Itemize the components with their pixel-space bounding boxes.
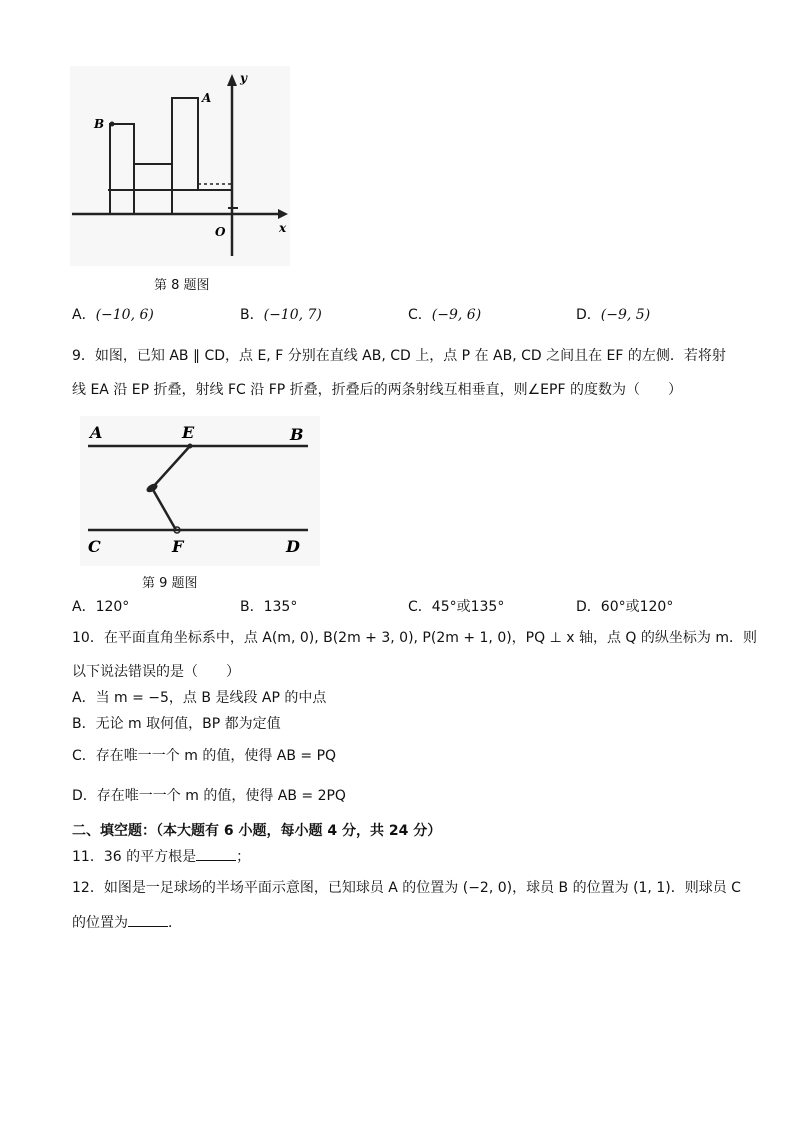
q12-text: 的位置为: [72, 915, 128, 931]
option-value: (−10, 6): [95, 307, 154, 323]
q11-text-end: ；: [236, 849, 251, 865]
option-value: 45°或135°: [431, 599, 505, 615]
q8-option-a[interactable]: [72, 304, 154, 324]
option-value: 120°: [95, 599, 130, 615]
option-label: C．: [408, 599, 432, 615]
point-b: [110, 122, 115, 127]
section-fill-in-title: 二、填空题：（本大题有 6 小题，每小题 4 分，共 24 分）: [72, 823, 442, 839]
q10-text-line1: 10．在平面直角坐标系中，点 A(m, 0), B(2m + 3, 0), P(2m + 1, 0)，PQ ⊥ x 轴，点 Q 的纵坐标为 m．则: [72, 630, 757, 646]
label-e: E: [182, 423, 195, 442]
label-a: A: [90, 423, 103, 442]
option-label: A．: [72, 599, 96, 615]
option-value: (−10, 7): [263, 307, 322, 323]
label-b: B: [94, 117, 105, 131]
q11-text: 11．36 的平方根是: [72, 849, 197, 865]
q9-text-line1: 9．如图，已知 AB ∥ CD，点 E, F 分别在直线 AB, CD 上，点 P 在 AB, CD 之间且在 EF 的左侧．若将射: [72, 348, 726, 364]
q9-text-line2: 线 EA 沿 EP 折叠，射线 FC 沿 FP 折叠，折叠后的两条射线互相垂直，则∠EPF 的度数为（ ）: [72, 382, 682, 398]
figure-q8-caption: 第 8 题图: [154, 278, 210, 293]
q9-option-a[interactable]: [72, 596, 129, 616]
q12-text-end: ．: [168, 915, 182, 931]
label-c: C: [88, 537, 101, 556]
figure-q9: [80, 416, 320, 566]
option-value: 60°或120°: [600, 599, 674, 615]
option-value: 135°: [263, 599, 298, 615]
label-b: B: [290, 425, 304, 444]
q8-option-b[interactable]: [240, 304, 322, 324]
q9-option-b[interactable]: [240, 596, 297, 616]
option-label: D．: [576, 599, 601, 615]
q8-option-c[interactable]: [408, 304, 481, 324]
q11-answer-blank[interactable]: [196, 846, 236, 861]
figure-q9-caption: 第 9 题图: [142, 576, 198, 591]
label-a: A: [202, 91, 212, 105]
figure-q9-background: [80, 416, 320, 566]
label-o: O: [215, 225, 226, 239]
q12-line2: [72, 912, 182, 933]
q12-text-line1: 12．如图是一足球场的半场平面示意图，已知球员 A 的位置为 (−2, 0)，球员 B 的位置为 (1, 1)．则球员 C: [72, 880, 741, 896]
q8-option-d[interactable]: [576, 304, 650, 324]
q11: [72, 846, 250, 867]
q10-option-c[interactable]: C．存在唯一一个 m 的值，使得 AB = PQ: [72, 748, 337, 764]
option-label: A．: [72, 307, 96, 323]
figure-q8: [70, 66, 290, 266]
option-label: B．: [240, 307, 264, 323]
point-e: [188, 444, 193, 449]
label-y: y: [240, 71, 247, 85]
q9-option-d[interactable]: [576, 596, 673, 616]
q9-option-c[interactable]: [408, 596, 504, 616]
label-f: F: [172, 537, 184, 556]
option-label: B．: [240, 599, 264, 615]
q10-text-line2: 以下说法错误的是（ ）: [72, 664, 240, 680]
option-label: C．: [408, 307, 432, 323]
label-x: x: [279, 221, 287, 235]
option-value: (−9, 5): [600, 307, 651, 323]
option-label: D．: [576, 307, 601, 323]
option-value: (−9, 6): [431, 307, 482, 323]
q10-option-d[interactable]: D．存在唯一一个 m 的值，使得 AB = 2PQ: [72, 788, 346, 804]
label-d: D: [286, 537, 300, 556]
figure-q8-background: [70, 66, 290, 266]
q12-answer-blank[interactable]: [128, 912, 168, 927]
q10-option-b[interactable]: B．无论 m 取何值，BP 都为定值: [72, 716, 281, 732]
q10-option-a[interactable]: A．当 m = −5，点 B 是线段 AP 的中点: [72, 690, 327, 706]
